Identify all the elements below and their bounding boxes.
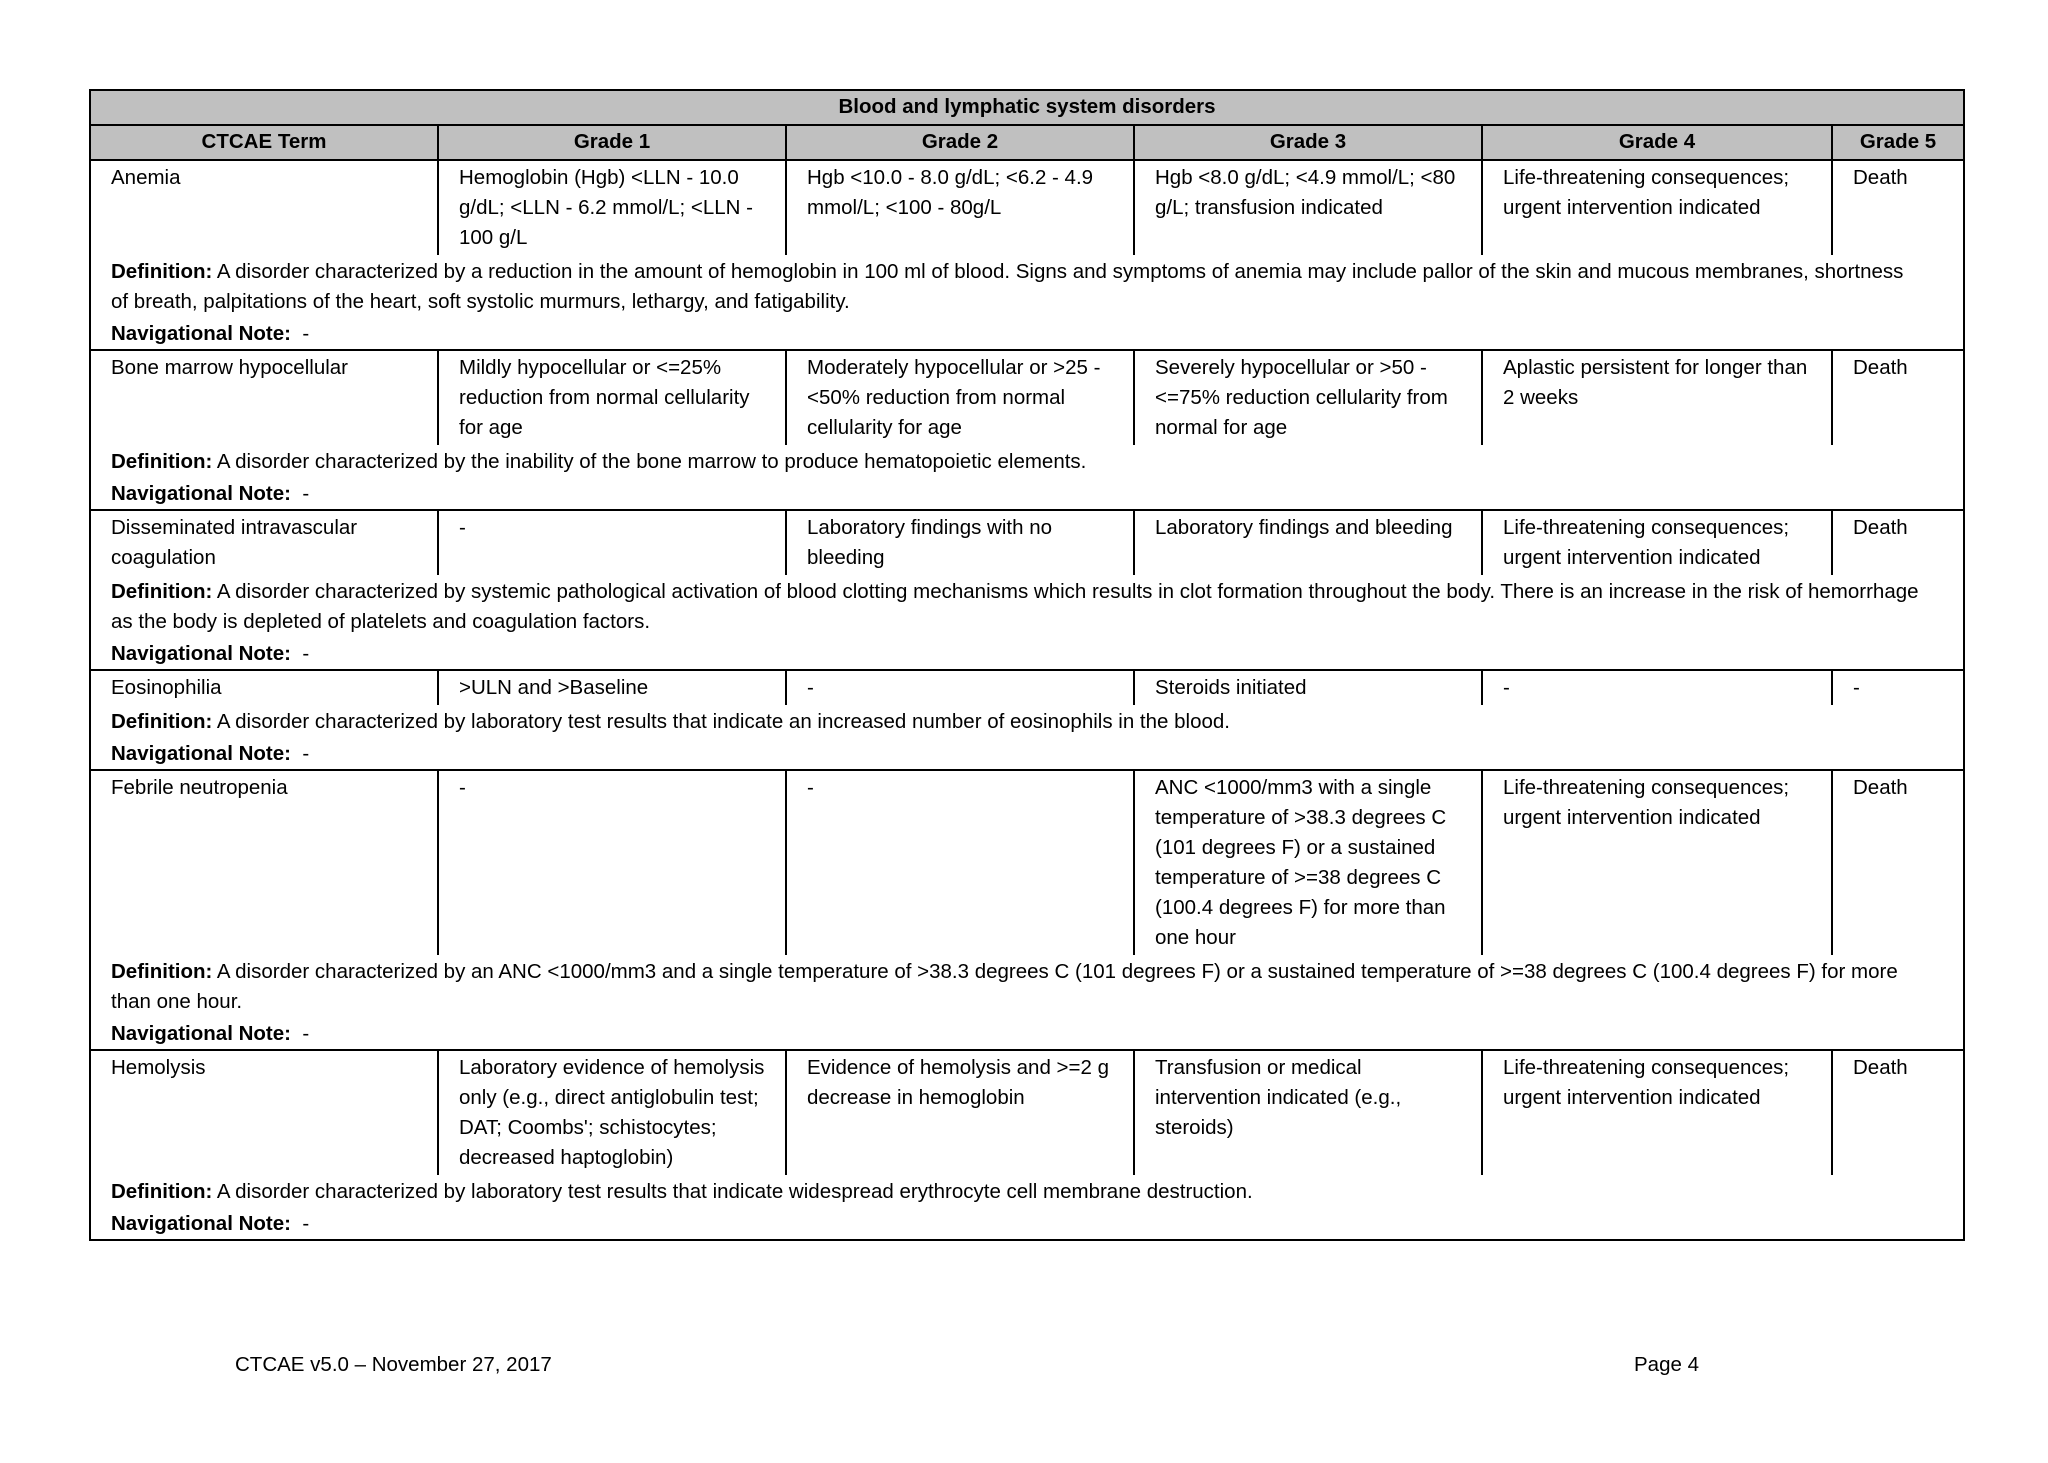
nav-note-text: - <box>302 1212 310 1235</box>
nav-note-text: - <box>302 1022 310 1045</box>
nav-note-label: Navigational Note: <box>111 742 291 765</box>
header-grade-4: Grade 4 <box>1482 125 1832 160</box>
ctcae-table <box>89 89 1965 1241</box>
nav-note-label: Navigational Note: <box>111 1022 291 1045</box>
grade-4-cell: Life-threatening consequences; urgent intervention indicated <box>1482 770 1832 955</box>
grade-4-cell: Life-threatening consequences; urgent intervention indicated <box>1482 1050 1832 1175</box>
grade-1-cell: Laboratory evidence of hemolysis only (e.g., direct antiglobulin test; DAT; Coombs'; schistocytes; decreased haptoglobin) <box>438 1050 786 1175</box>
table-row <box>90 350 1964 445</box>
grade-5-cell: Death <box>1832 1050 1964 1175</box>
grade-5-cell: Death <box>1832 510 1964 575</box>
grade-1-cell: Mildly hypocellular or <=25% reduction from normal cellularity for age <box>438 350 786 445</box>
nav-note-text: - <box>302 482 310 505</box>
grade-3-cell: Hgb <8.0 g/dL; <4.9 mmol/L; <80 g/L; transfusion indicated <box>1134 160 1482 255</box>
header-grade-3: Grade 3 <box>1134 125 1482 160</box>
grade-1-cell: Hemoglobin (Hgb) <LLN - 10.0 g/dL; <LLN - 6.2 mmol/L; <LLN - 100 g/L <box>438 160 786 255</box>
definition-cell <box>90 575 1964 637</box>
grade-1-cell: >ULN and >Baseline <box>438 670 786 705</box>
ctcae-term-cell: Hemolysis <box>90 1050 438 1175</box>
grade-3-cell: Severely hypocellular or >50 - <=75% reduction cellularity from normal for age <box>1134 350 1482 445</box>
nav-note-label: Navigational Note: <box>111 322 291 345</box>
table-header-row <box>90 125 1964 160</box>
nav-note-label: Navigational Note: <box>111 642 291 665</box>
definition-cell <box>90 705 1964 737</box>
definition-label: Definition: <box>111 580 213 603</box>
nav-note-cell <box>90 317 1964 350</box>
nav-note-row <box>90 737 1964 770</box>
table-row <box>90 510 1964 575</box>
grade-5-cell: Death <box>1832 350 1964 445</box>
definition-cell <box>90 955 1964 1017</box>
grade-2-cell: Moderately hypocellular or >25 - <50% reduction from normal cellularity for age <box>786 350 1134 445</box>
ctcae-term-cell: Disseminated intravascular coagulation <box>90 510 438 575</box>
grade-2-cell: Hgb <10.0 - 8.0 g/dL; <6.2 - 4.9 mmol/L; <100 - 80g/L <box>786 160 1134 255</box>
definition-label: Definition: <box>111 960 213 983</box>
definition-row <box>90 255 1964 317</box>
header-grade-2: Grade 2 <box>786 125 1134 160</box>
ctcae-term-cell: Eosinophilia <box>90 670 438 705</box>
definition-text: A disorder characterized by a reduction in the amount of hemoglobin in 100 ml of blood. Signs and symptoms of anemia may include pallor of the skin and mucous membranes, shortness of breath, palpitations of the heart, soft systolic murmurs, lethargy, and fatigability. <box>111 260 1904 313</box>
grade-1-cell: - <box>438 770 786 955</box>
table-body <box>90 160 1964 1240</box>
definition-label: Definition: <box>111 450 213 473</box>
grade-3-cell: Steroids initiated <box>1134 670 1482 705</box>
definition-row <box>90 955 1964 1017</box>
footer-page-number: Page 4 <box>1634 1353 1699 1376</box>
grade-5-cell: Death <box>1832 160 1964 255</box>
definition-text: A disorder characterized by laboratory test results that indicate widespread erythrocyte cell membrane destruction. <box>216 1180 1253 1203</box>
definition-cell <box>90 445 1964 477</box>
table-title-row <box>90 90 1964 125</box>
definition-row <box>90 575 1964 637</box>
definition-label: Definition: <box>111 1180 213 1203</box>
definition-row <box>90 445 1964 477</box>
definition-text: A disorder characterized by systemic pathological activation of blood clotting mechanisms which results in clot formation throughout the body. There is an increase in the risk of hemorrhage as the body is depleted of platelets and coagulation factors. <box>111 580 1919 633</box>
nav-note-row <box>90 1207 1964 1240</box>
nav-note-row <box>90 317 1964 350</box>
table-row <box>90 670 1964 705</box>
definition-cell <box>90 1175 1964 1207</box>
definition-row <box>90 705 1964 737</box>
definition-text: A disorder characterized by laboratory test results that indicate an increased number of eosinophils in the blood. <box>216 710 1230 733</box>
ctcae-term-cell: Anemia <box>90 160 438 255</box>
grade-3-cell: Laboratory findings and bleeding <box>1134 510 1482 575</box>
grade-3-cell: ANC <1000/mm3 with a single temperature of >38.3 degrees C (101 degrees F) or a sustained temperature of >=38 degrees C (100.4 degrees F) for more than one hour <box>1134 770 1482 955</box>
grade-2-cell: - <box>786 670 1134 705</box>
ctcae-term-cell: Febrile neutropenia <box>90 770 438 955</box>
nav-note-label: Navigational Note: <box>111 482 291 505</box>
nav-note-cell <box>90 737 1964 770</box>
grade-2-cell: Laboratory findings with no bleeding <box>786 510 1134 575</box>
grade-4-cell: Aplastic persistent for longer than 2 weeks <box>1482 350 1832 445</box>
grade-4-cell: Life-threatening consequences; urgent intervention indicated <box>1482 160 1832 255</box>
nav-note-text: - <box>302 642 310 665</box>
grade-1-cell: - <box>438 510 786 575</box>
header-ctcae-term: CTCAE Term <box>90 125 438 160</box>
table-row <box>90 160 1964 255</box>
definition-label: Definition: <box>111 260 213 283</box>
table-row <box>90 770 1964 955</box>
ctcae-term-cell: Bone marrow hypocellular <box>90 350 438 445</box>
definition-cell <box>90 255 1964 317</box>
nav-note-text: - <box>302 742 310 765</box>
grade-2-cell: - <box>786 770 1134 955</box>
nav-note-cell <box>90 637 1964 670</box>
header-grade-1: Grade 1 <box>438 125 786 160</box>
nav-note-row <box>90 477 1964 510</box>
grade-4-cell: - <box>1482 670 1832 705</box>
nav-note-cell <box>90 477 1964 510</box>
nav-note-row <box>90 1017 1964 1050</box>
grade-2-cell: Evidence of hemolysis and >=2 g decrease in hemoglobin <box>786 1050 1134 1175</box>
nav-note-row <box>90 637 1964 670</box>
grade-5-cell: - <box>1832 670 1964 705</box>
definition-text: A disorder characterized by the inability of the bone marrow to produce hematopoietic elements. <box>216 450 1087 473</box>
header-grade-5: Grade 5 <box>1832 125 1964 160</box>
footer-version-date: CTCAE v5.0 – November 27, 2017 <box>235 1353 552 1376</box>
grade-5-cell: Death <box>1832 770 1964 955</box>
nav-note-cell <box>90 1017 1964 1050</box>
grade-4-cell: Life-threatening consequences; urgent intervention indicated <box>1482 510 1832 575</box>
definition-label: Definition: <box>111 710 213 733</box>
nav-note-label: Navigational Note: <box>111 1212 291 1235</box>
nav-note-text: - <box>302 322 310 345</box>
grade-3-cell: Transfusion or medical intervention indicated (e.g., steroids) <box>1134 1050 1482 1175</box>
definition-text: A disorder characterized by an ANC <1000/mm3 and a single temperature of >38.3 degrees C (101 degrees F) or a sustained temperature of >=38 degrees C (100.4 degrees F) for more than one hour. <box>111 960 1898 1013</box>
table-title: Blood and lymphatic system disorders <box>90 90 1964 125</box>
nav-note-cell <box>90 1207 1964 1240</box>
definition-row <box>90 1175 1964 1207</box>
table-row <box>90 1050 1964 1175</box>
